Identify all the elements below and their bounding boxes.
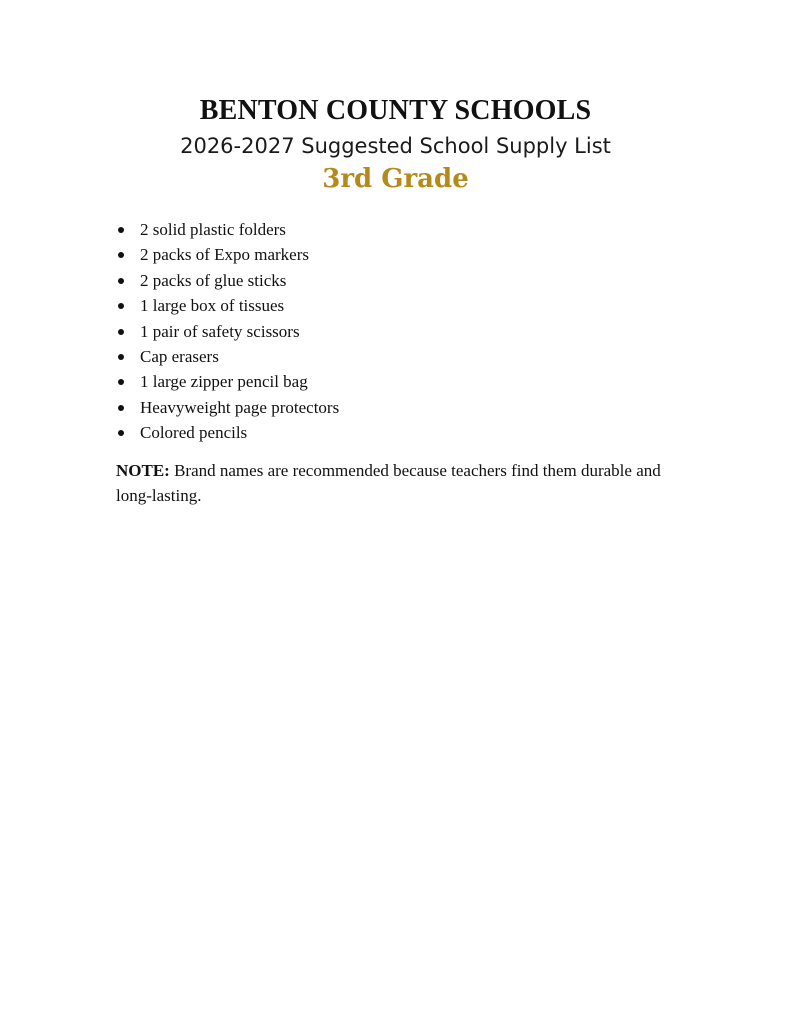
note-label: NOTE: (116, 461, 170, 480)
supply-item-text: Cap erasers (140, 347, 219, 367)
list-item (116, 344, 339, 369)
bullet-icon (118, 405, 124, 411)
bullet-icon (118, 278, 124, 284)
note-paragraph (116, 458, 676, 508)
list-item (116, 369, 339, 394)
supply-item-text: 2 packs of Expo markers (140, 245, 310, 265)
supply-item-text: Colored pencils (140, 423, 248, 443)
bullet-icon (118, 252, 124, 258)
list-item (116, 268, 339, 293)
note-text: Brand names are recommended because teachers find them durable and long-lasting. (116, 461, 661, 505)
bullet-icon (118, 379, 124, 385)
list-item (116, 217, 339, 242)
grade-heading: 3rd Grade (322, 164, 469, 194)
list-subtitle: 2026-2027 Suggested School Supply List (180, 134, 611, 158)
list-item (116, 242, 339, 267)
supply-item-text: Heavyweight page protectors (140, 397, 340, 417)
document-header (0, 93, 791, 197)
bullet-icon (118, 303, 124, 309)
list-item (116, 319, 339, 344)
bullet-icon (118, 354, 124, 360)
supply-item-text: 1 large zipper pencil bag (140, 372, 308, 392)
bullet-icon (118, 430, 124, 436)
list-item (116, 293, 339, 318)
list-item (116, 395, 339, 420)
bullet-icon (118, 227, 124, 233)
supply-list (116, 217, 339, 446)
supply-item-text: 1 large box of tissues (140, 296, 285, 316)
school-name: BENTON COUNTY SCHOOLS (199, 95, 592, 126)
list-item (116, 420, 339, 445)
supply-item-text: 1 pair of safety scissors (140, 321, 300, 341)
supply-item-text: 2 solid plastic folders (140, 220, 286, 239)
supply-item-text: 2 packs of glue sticks (140, 270, 287, 290)
bullet-icon (118, 329, 124, 335)
